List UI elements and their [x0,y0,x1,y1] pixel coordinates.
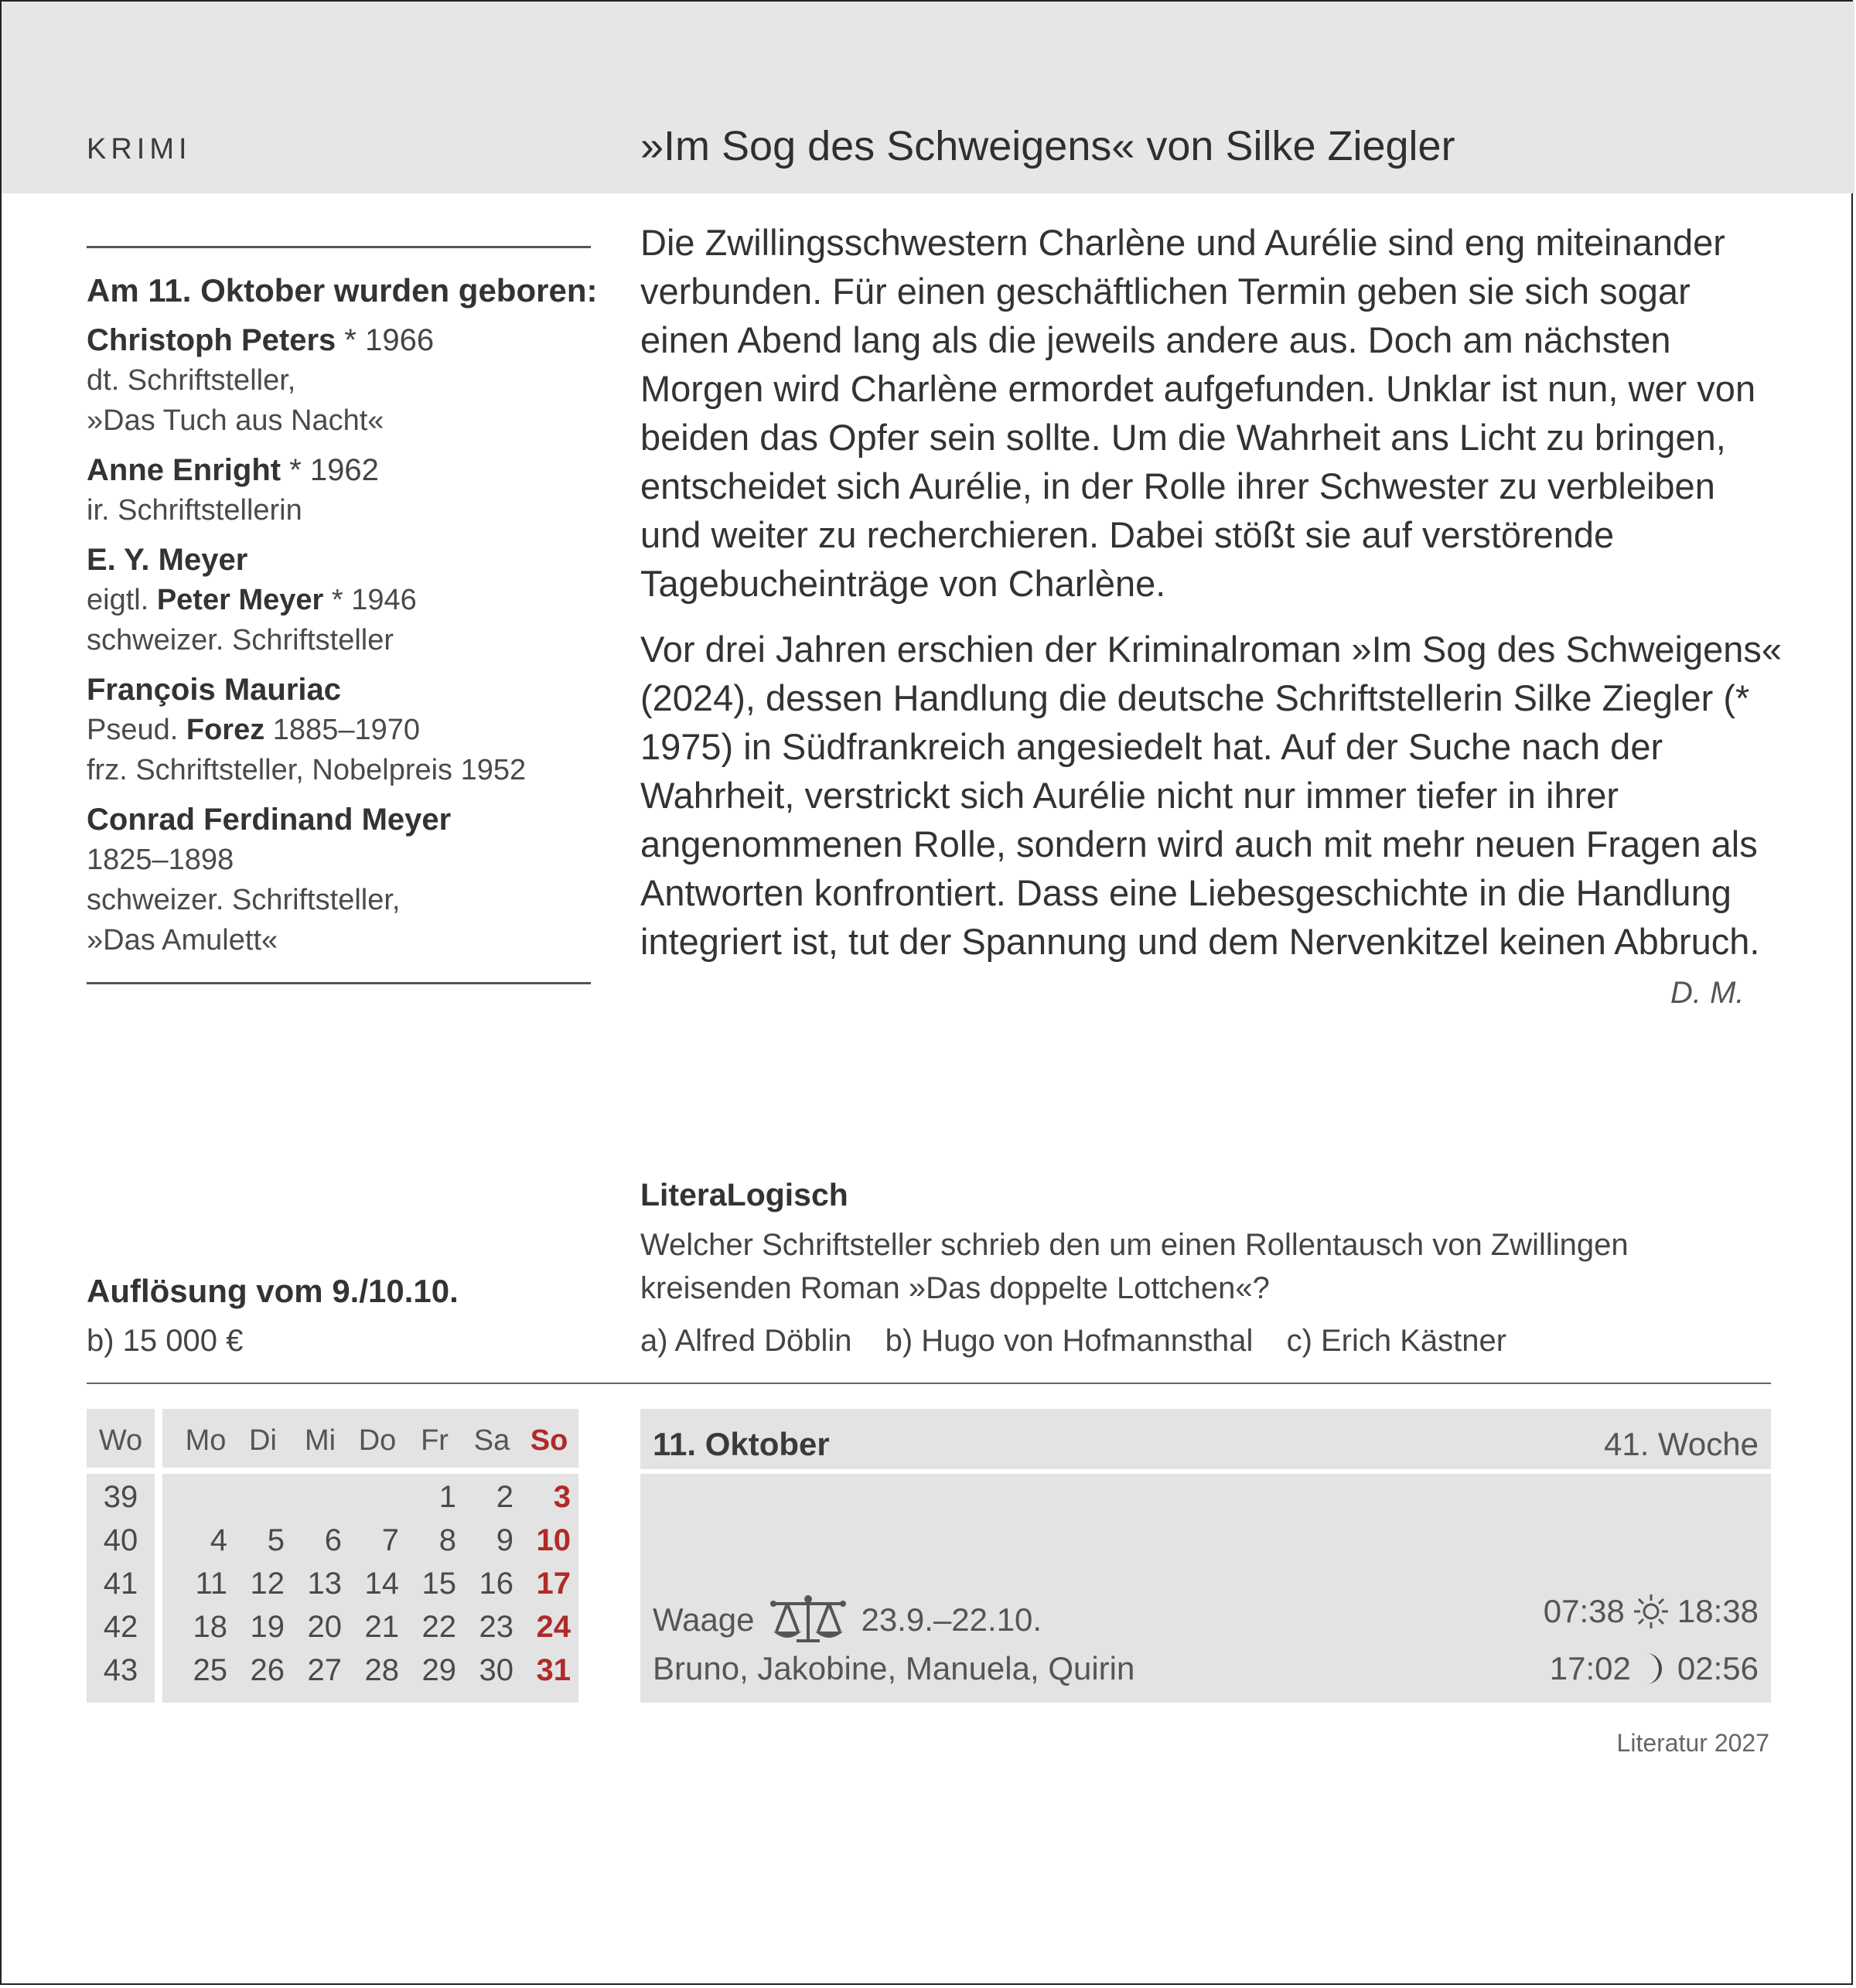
person-description: dt. Schriftsteller, [87,364,296,397]
month-calendar [87,1409,578,1703]
zodiac-name: Waage [653,1601,755,1638]
births-panel [87,272,597,970]
person-year: * 1946 [323,584,417,616]
calendar-day: 26 [250,1653,285,1687]
author-signature: D. M. [1670,976,1745,1010]
calendar-day: 10 [536,1523,571,1557]
person-pseudonym: Forez [186,714,265,746]
person-description: schweizer. Schriftsteller [87,624,394,656]
calendar-day: 5 [267,1523,285,1557]
calendar-day: 12 [250,1567,285,1601]
person-entry [87,800,597,960]
name-days: Bruno, Jakobine, Manuela, Quirin [653,1650,1135,1686]
quiz-options [640,1324,1531,1359]
calendar-weekday-header: Fr [421,1424,449,1457]
quiz-question: Welcher Schriftsteller schrieb den um einen Rollentausch von Zwillingen [640,1228,1629,1262]
person-description: »Das Amulett« [87,924,278,956]
calendar-week-separator [155,1409,162,1703]
calendar-week-header: Wo [98,1424,143,1457]
person-description: 1825–1898 [87,844,234,876]
quiz-title: LiteraLogisch [640,1177,848,1212]
calendar-week-number: 40 [103,1523,138,1557]
calendar-day: 14 [364,1567,399,1601]
moon-times [1550,1650,1759,1687]
calendar-day: 22 [421,1610,456,1644]
calendar-day: 11 [195,1567,227,1601]
sun-icon [1633,1593,1670,1630]
article-body [640,218,1785,983]
person-name: François Mauriac [87,673,342,707]
person-pseudo-prefix: Pseud. [87,714,186,746]
person-year: 1885–1970 [264,714,420,746]
calendar-day: 29 [421,1653,456,1687]
person-description: schweizer. Schriftsteller, [87,884,401,916]
calendar-top-rule [87,1383,1771,1384]
person-description: ir. Schriftstellerin [87,494,302,527]
calendar-day: 19 [250,1610,285,1644]
person-pseudo-prefix: eigtl. [87,584,157,616]
calendar-day: 15 [421,1567,456,1601]
person-entry [87,540,597,660]
sun-times [1544,1593,1759,1630]
person-name: Christoph Peters [87,323,336,357]
sunrise-time: 07:38 [1543,1593,1625,1629]
solution-title: Auflösung vom 9./10.10. [87,1273,459,1309]
calendar-day: 6 [324,1523,342,1557]
person-entry [87,670,597,790]
calendar-weekday-header: Mo [185,1424,227,1457]
calendar-week-number: 42 [103,1610,138,1644]
day-date: 11. Oktober [653,1426,830,1462]
person-name: Anne Enright [87,453,281,487]
calendar-day: 24 [536,1610,571,1644]
category-label: KRIMI [87,133,192,165]
calendar-weekday-header: Mi [304,1424,336,1457]
person-description: frz. Schriftsteller, Nobelpreis 1952 [87,754,527,786]
person-real-name: Peter Meyer [156,584,324,616]
libra-scales-icon [766,1593,851,1647]
day-week: 41. Woche [1603,1426,1759,1462]
calendar-day: 8 [438,1523,456,1557]
person-name: E. Y. Meyer [87,543,248,577]
moon-icon [1639,1650,1670,1687]
zodiac-range: 23.9.–22.10. [861,1601,1042,1638]
calendar-day: 20 [307,1610,342,1644]
calendar-day: 16 [479,1567,513,1601]
day-box-separator [640,1469,1771,1474]
calendar-weekday-header: So [530,1424,568,1457]
calendar-week-number: 43 [103,1653,138,1687]
calendar-weekday-header: Do [358,1424,397,1457]
article-paragraph: Die Zwillingsschwestern Charlène und Aurélie sind eng miteinander verbunden. Für einen geschäftlichen Termin geben sie sich sogar einen Abend lang als die jeweils andere aus. Doch am nächsten Morgen wird Charlène ermordet aufgefunden. Unklar ist nun, wer von beiden das Opfer sein sollte. Um die Wahrheit ans Licht zu bringen, entscheidet sich Aurélie, in der Rolle ihrer Schwester zu verbleiben und weiter zu recherchieren. Dabei stößt sie auf verstörende Tagebucheinträge von Charlène. [640,222,1756,604]
calendar-day: 25 [193,1653,227,1687]
person-year: * 1966 [336,323,435,357]
calendar-day: 1 [438,1480,456,1514]
solution-answer: b) 15 000 € [87,1324,244,1358]
page-title: »Im Sog des Schweigens« von Silke Ziegler [640,123,1455,169]
births-heading: Am 11. Oktober wurden geboren: [87,272,598,309]
births-bottom-rule [87,982,591,984]
calendar-day: 21 [364,1610,399,1644]
calendar-day: 2 [496,1480,513,1514]
sunset-time: 18:38 [1677,1593,1759,1629]
calendar-weekday-header: Di [249,1424,277,1457]
person-description: »Das Tuch aus Nacht« [87,404,384,437]
calendar-weekday-header: Sa [473,1424,510,1457]
day-info-box [640,1409,1771,1703]
calendar-week-number: 39 [103,1480,138,1514]
person-entry [87,320,597,441]
quiz-option-c: c) Erich Kästner [1286,1324,1507,1358]
calendar-week-number: 41 [103,1567,138,1601]
calendar-day: 3 [553,1480,571,1514]
calendar-day: 7 [381,1523,399,1557]
calendar-day: 18 [193,1610,227,1644]
quiz-option-a: a) Alfred Döblin [640,1324,852,1358]
calendar-day: 27 [307,1653,342,1687]
zodiac-info [653,1593,1042,1647]
person-entry [87,450,597,530]
article-paragraph: Vor drei Jahren erschien der Kriminalroman »Im Sog des Schweigens« (2024), dessen Handlung die deutsche Schriftstellerin Silke Ziegler (* 1975) in Südfrankreich angesiedelt hat. Auf der Suche nach der Wahrheit, verstrickt sich Aurélie nicht nur immer tiefer in ihrer angenommenen Rolle, sondern wird auch mit mehr neuen Fragen als Antworten konfrontiert. Dass eine Liebesgeschichte in die Handlung integriert ist, tut der Spannung und dem Nervenkitzel keinen Abbruch. [640,629,1783,962]
calendar-day: 31 [536,1653,571,1687]
moonrise-time: 17:02 [1549,1650,1631,1686]
person-year: * 1962 [281,453,379,487]
person-name: Conrad Ferdinand Meyer [87,803,452,837]
births-top-rule [87,246,591,248]
calendar-header-separator [87,1468,578,1474]
calendar-day: 13 [307,1567,342,1601]
calendar-day: 28 [364,1653,399,1687]
calendar-day: 23 [479,1610,513,1644]
footer-label: Literatur 2027 [1616,1729,1769,1757]
moonset-time: 02:56 [1677,1650,1759,1686]
quiz-option-b: b) Hugo von Hofmannsthal [885,1324,1254,1358]
calendar-day: 9 [496,1523,513,1557]
calendar-day: 17 [536,1567,571,1601]
calendar-day: 4 [210,1523,227,1557]
quiz-question: kreisenden Roman »Das doppelte Lottchen«? [640,1271,1270,1305]
calendar-day: 30 [479,1653,513,1687]
